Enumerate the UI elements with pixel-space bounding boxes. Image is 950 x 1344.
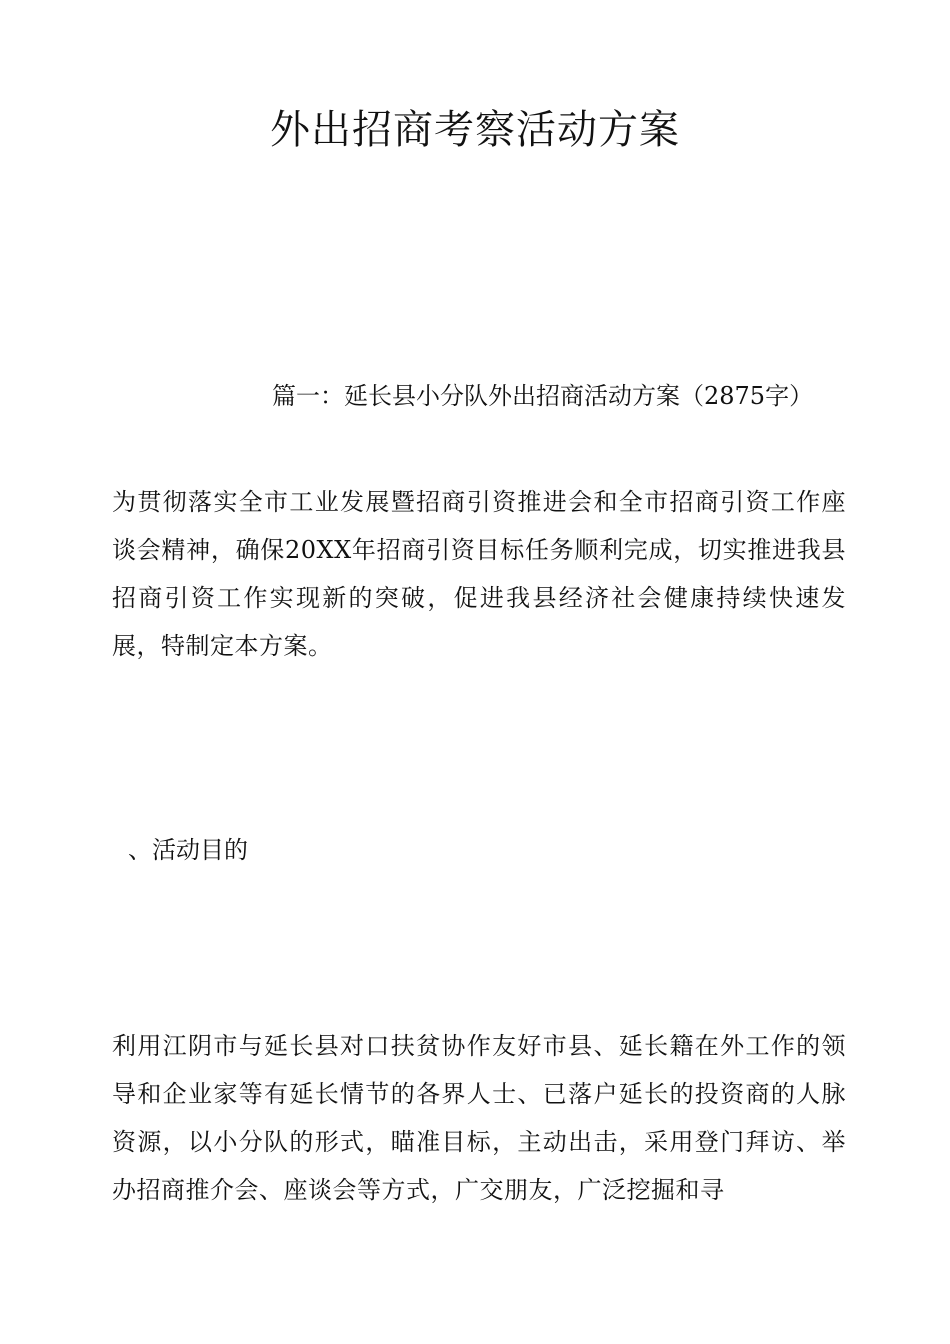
document-subtitle: 篇一：延长县小分队外出招商活动方案（2875字） [272,382,814,410]
section-paragraph: 利用江阴市与延长县对口扶贫协作友好市县、延长籍在外工作的领导和企业家等有延长情节的各界人士、已落户延长的投资商的人脉资源，以小分队的形式，瞄准目标，主动出击，采用登门拜访、举办招商推介会、座谈会等方式，广交朋友，广泛挖掘和寻 [112,1032,846,1204]
intro-paragraph: 为贯彻落实全市工业发展暨招商引资推进会和全市招商引资工作座谈会精神，确保20XX年招商引资目标任务顺利完成，切实推进我县招商引资工作实现新的突破，促进我县经济社会健康持续快速发展，特制定本方案。 [112,488,846,660]
document-title: 外出招商考察活动方案 [270,107,680,153]
section-heading: 、活动目的 [128,836,248,864]
